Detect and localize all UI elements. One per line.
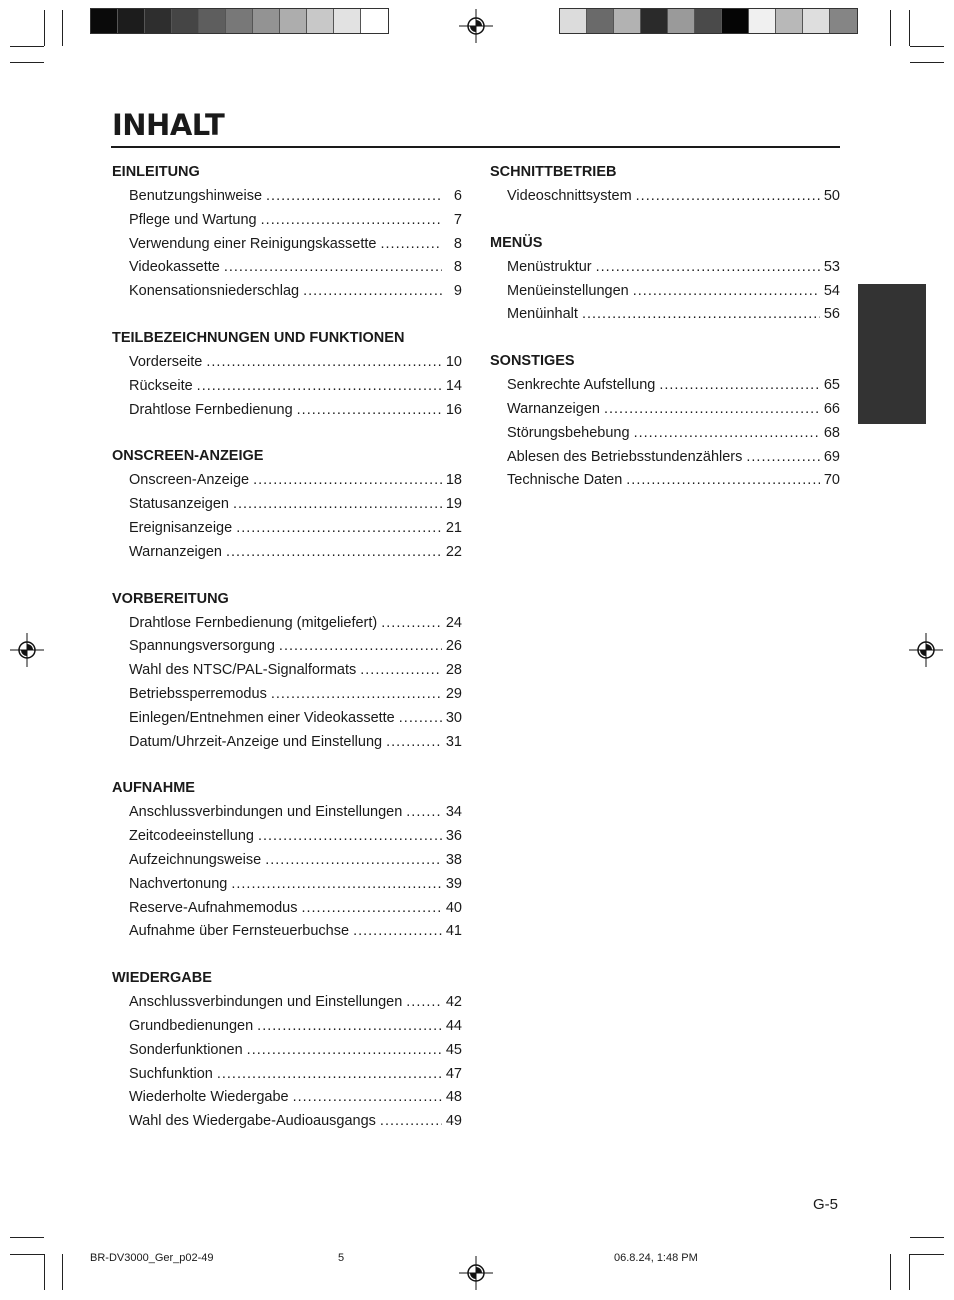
entry-label: Konensationsniederschlag (129, 283, 300, 300)
toc-entry (112, 660, 462, 684)
toc-entry (112, 684, 462, 708)
entry-page-number: 18 (445, 472, 462, 489)
dot-leader (197, 376, 442, 396)
toc-entry (112, 542, 462, 566)
entry-page-number: 42 (445, 994, 462, 1011)
toc-entry (112, 352, 462, 376)
section-title: AUFNAHME (112, 780, 195, 797)
gray-swatch (587, 9, 614, 33)
toc-entry (490, 186, 840, 210)
toc-entry (112, 281, 462, 305)
toc-entry (112, 613, 462, 637)
section-title: WIEDERGABE (112, 970, 212, 987)
dot-leader (746, 447, 819, 467)
entry-page-number: 36 (445, 828, 462, 845)
toc-entry (490, 399, 840, 423)
entry-label: Verwendung einer Reinigungskassette (129, 235, 377, 252)
dot-leader (636, 186, 820, 206)
toc-right-column (490, 162, 840, 517)
toc-entry (112, 210, 462, 234)
toc-entry (112, 1087, 462, 1111)
page-title: INHALT (112, 108, 225, 142)
dot-leader (582, 304, 820, 324)
entry-label: Sonderfunktionen (129, 1041, 243, 1058)
gray-swatch (641, 9, 668, 33)
gray-swatch (253, 9, 280, 33)
registration-target-icon (459, 9, 493, 43)
entry-page-number: 14 (445, 377, 462, 394)
entry-page-number: 41 (445, 923, 462, 940)
entry-page-number: 68 (823, 424, 840, 441)
entry-page-number: 10 (445, 353, 462, 370)
dot-leader (265, 850, 442, 870)
entry-label: Reserve-Aufnahmemodus (129, 899, 298, 916)
dot-leader (266, 186, 442, 206)
dot-leader (271, 684, 442, 704)
entry-page-number: 28 (445, 662, 462, 679)
entry-label: Statusanzeigen (129, 496, 229, 513)
dot-leader (381, 613, 442, 633)
entry-page-number: 8 (453, 259, 462, 276)
grayscale-bar-left (90, 8, 389, 34)
toc-entry (490, 257, 840, 281)
section-title: EINLEITUNG (112, 164, 200, 180)
dot-leader (226, 542, 442, 562)
entry-label: Warnanzeigen (129, 543, 222, 560)
dot-leader (261, 210, 442, 230)
toc-section (112, 446, 462, 565)
entry-label: Videoschnittsystem (507, 188, 632, 204)
dot-leader (303, 281, 442, 301)
dot-leader (293, 1087, 442, 1107)
entry-label: Nachvertonung (129, 875, 228, 892)
entry-page-number: 34 (445, 804, 462, 821)
entry-label: Wahl des NTSC/PAL-Signalformats (129, 662, 357, 679)
gray-swatch (668, 9, 695, 33)
toc-entry (112, 234, 462, 258)
gray-swatch (695, 9, 722, 33)
entry-page-number: 70 (823, 472, 840, 489)
entry-label: Onscreen-Anzeige (129, 472, 250, 489)
entry-page-number: 31 (445, 733, 462, 750)
entry-label: Wahl des Wiedergabe-Audioausgangs (129, 1113, 376, 1130)
dot-leader (380, 1111, 442, 1131)
toc-section (112, 778, 462, 945)
entry-label: Wiederholte Wiedergabe (129, 1089, 289, 1106)
gray-swatch (172, 9, 199, 33)
entry-label: Anschlussverbindungen und Einstellungen (129, 804, 403, 821)
entry-label: Aufnahme über Fernsteuerbuchse (129, 923, 350, 940)
toc-entry (112, 257, 462, 281)
toc-entry (112, 1111, 462, 1135)
dot-leader (233, 494, 442, 514)
toc-entry (112, 470, 462, 494)
dot-leader (604, 399, 820, 419)
dot-leader (360, 660, 442, 680)
gray-swatch (199, 9, 226, 33)
toc-entry (112, 898, 462, 922)
toc-entry (490, 470, 840, 494)
gray-swatch (614, 9, 641, 33)
entry-page-number: 7 (453, 211, 462, 228)
toc-entry (112, 1016, 462, 1040)
toc-section (490, 351, 840, 494)
toc-entry (490, 304, 840, 328)
title-rule (111, 146, 840, 148)
toc-entry (112, 636, 462, 660)
toc-entry (112, 874, 462, 898)
entry-label: Betriebssperremodus (129, 685, 267, 702)
toc-entry (112, 708, 462, 732)
entry-label: Videokassette (129, 259, 220, 276)
section-title: SCHNITTBETRIEB (490, 164, 617, 180)
toc-entry (112, 400, 462, 424)
section-title: ONSCREEN-ANZEIGE (112, 448, 264, 465)
toc-section (490, 162, 840, 210)
entry-page-number: 38 (445, 851, 462, 868)
gray-swatch (830, 9, 857, 33)
toc-entry (490, 375, 840, 399)
entry-page-number: 19 (445, 496, 462, 513)
entry-page-number: 44 (445, 1017, 462, 1034)
entry-page-number: 49 (445, 1113, 462, 1130)
dot-leader (253, 470, 442, 490)
entry-label: Pflege und Wartung (129, 211, 257, 228)
toc-section (112, 328, 462, 423)
toc-entry (112, 992, 462, 1016)
toc-left-column (112, 162, 462, 1158)
dot-leader (596, 257, 820, 277)
entry-label: Zeitcodeeinstellung (129, 828, 254, 845)
gray-swatch (361, 9, 388, 33)
section-title: MENÜS (490, 234, 543, 251)
gray-swatch (145, 9, 172, 33)
dot-leader (386, 732, 442, 752)
footer-sheet: 5 (338, 1252, 345, 1264)
entry-page-number: 8 (453, 235, 462, 252)
dot-leader (353, 921, 442, 941)
entry-label: Benutzungshinweise (129, 188, 263, 204)
entry-page-number: 50 (823, 188, 840, 204)
entry-page-number: 6 (453, 188, 462, 204)
dot-leader (206, 352, 442, 372)
entry-page-number: 66 (823, 400, 840, 417)
entry-page-number: 22 (445, 543, 462, 560)
entry-page-number: 47 (445, 1065, 462, 1082)
toc-entry (112, 802, 462, 826)
entry-label: Vorderseite (129, 353, 203, 370)
dot-leader (217, 1064, 442, 1084)
dot-leader (659, 375, 820, 395)
gray-swatch (803, 9, 830, 33)
entry-label: Einlegen/Entnehmen einer Videokassette (129, 709, 395, 726)
toc-section (112, 968, 462, 1135)
toc-section (112, 162, 462, 305)
entry-label: Warnanzeigen (507, 400, 600, 417)
gray-swatch (560, 9, 587, 33)
dot-leader (258, 826, 442, 846)
entry-page-number: 65 (823, 377, 840, 394)
gray-swatch (226, 9, 253, 33)
dot-leader (231, 874, 442, 894)
entry-label: Technische Daten (507, 472, 623, 489)
dot-leader (297, 400, 442, 420)
entry-page-number: 9 (453, 283, 462, 300)
footer-datetime: 06.8.24, 1:48 PM (614, 1252, 698, 1264)
entry-label: Aufzeichnungsweise (129, 851, 262, 868)
entry-page-number: 39 (445, 875, 462, 892)
dot-leader (301, 898, 441, 918)
toc-entry (112, 826, 462, 850)
entry-page-number: 54 (823, 282, 840, 299)
entry-label: Grundbedienungen (129, 1017, 254, 1034)
grayscale-bar-right (559, 8, 858, 34)
entry-page-number: 48 (445, 1089, 462, 1106)
dot-leader (406, 802, 442, 822)
dot-leader (236, 518, 442, 538)
entry-label: Anschlussverbindungen und Einstellungen (129, 994, 403, 1011)
toc-section (112, 589, 462, 756)
entry-label: Spannungsversorgung (129, 638, 275, 655)
gray-swatch (722, 9, 749, 33)
gray-swatch (307, 9, 334, 33)
entry-page-number: 40 (445, 899, 462, 916)
entry-page-number: 69 (823, 448, 840, 465)
gray-swatch (749, 9, 776, 33)
gray-swatch (118, 9, 145, 33)
entry-label: Ablesen des Betriebsstundenzählers (507, 448, 743, 465)
section-title: VORBEREITUNG (112, 590, 229, 607)
entry-label: Ereignisanzeige (129, 519, 233, 536)
entry-page-number: 21 (445, 519, 462, 536)
entry-label: Menüinhalt (507, 306, 578, 323)
entry-label: Störungsbehebung (507, 424, 630, 441)
gray-swatch (334, 9, 361, 33)
entry-page-number: 53 (823, 258, 840, 275)
toc-entry (112, 1064, 462, 1088)
dot-leader (257, 1016, 442, 1036)
toc-entry (112, 376, 462, 400)
toc-entry (112, 1040, 462, 1064)
dot-leader (633, 281, 820, 301)
toc-entry (112, 732, 462, 756)
entry-page-number: 16 (445, 401, 462, 418)
toc-entry (490, 423, 840, 447)
toc-entry (490, 281, 840, 305)
dot-leader (406, 992, 442, 1012)
entry-label: Menüeinstellungen (507, 282, 629, 299)
entry-page-number: 56 (823, 306, 840, 323)
entry-page-number: 26 (445, 638, 462, 655)
entry-page-number: 45 (445, 1041, 462, 1058)
section-title: TEILBEZEICHNUNGEN UND FUNKTIONEN (112, 329, 405, 346)
entry-label: Menüstruktur (507, 258, 592, 275)
toc-entry (112, 186, 462, 210)
gray-swatch (91, 9, 118, 33)
footer-filename: BR-DV3000_Ger_p02-49 (90, 1252, 214, 1264)
dot-leader (247, 1040, 442, 1060)
gray-swatch (776, 9, 803, 33)
dot-leader (626, 470, 820, 490)
dot-leader (380, 234, 442, 254)
page-number: G-5 (813, 1196, 839, 1213)
toc-entry (112, 850, 462, 874)
dot-leader (399, 708, 442, 728)
toc-entry (112, 494, 462, 518)
entry-label: Drahtlose Fernbedienung (mitgeliefert) (129, 614, 378, 631)
gray-swatch (280, 9, 307, 33)
section-title: SONSTIGES (490, 353, 575, 370)
toc-entry (112, 921, 462, 945)
entry-label: Datum/Uhrzeit-Anzeige und Einstellung (129, 733, 383, 750)
dot-leader (634, 423, 820, 443)
registration-target-icon (459, 1256, 493, 1290)
toc-entry (112, 518, 462, 542)
entry-label: Rückseite (129, 377, 193, 394)
registration-target-icon (10, 633, 44, 667)
entry-label: Suchfunktion (129, 1065, 213, 1082)
dot-leader (279, 636, 442, 656)
entry-page-number: 29 (445, 685, 462, 702)
entry-page-number: 24 (445, 614, 462, 631)
toc-entry (490, 447, 840, 471)
entry-label: Senkrechte Aufstellung (507, 377, 656, 394)
dot-leader (224, 257, 442, 277)
toc-section (490, 233, 840, 328)
entry-page-number: 30 (445, 709, 462, 726)
chapter-tab (858, 284, 926, 424)
registration-target-icon (909, 633, 943, 667)
entry-label: Drahtlose Fernbedienung (129, 401, 293, 418)
